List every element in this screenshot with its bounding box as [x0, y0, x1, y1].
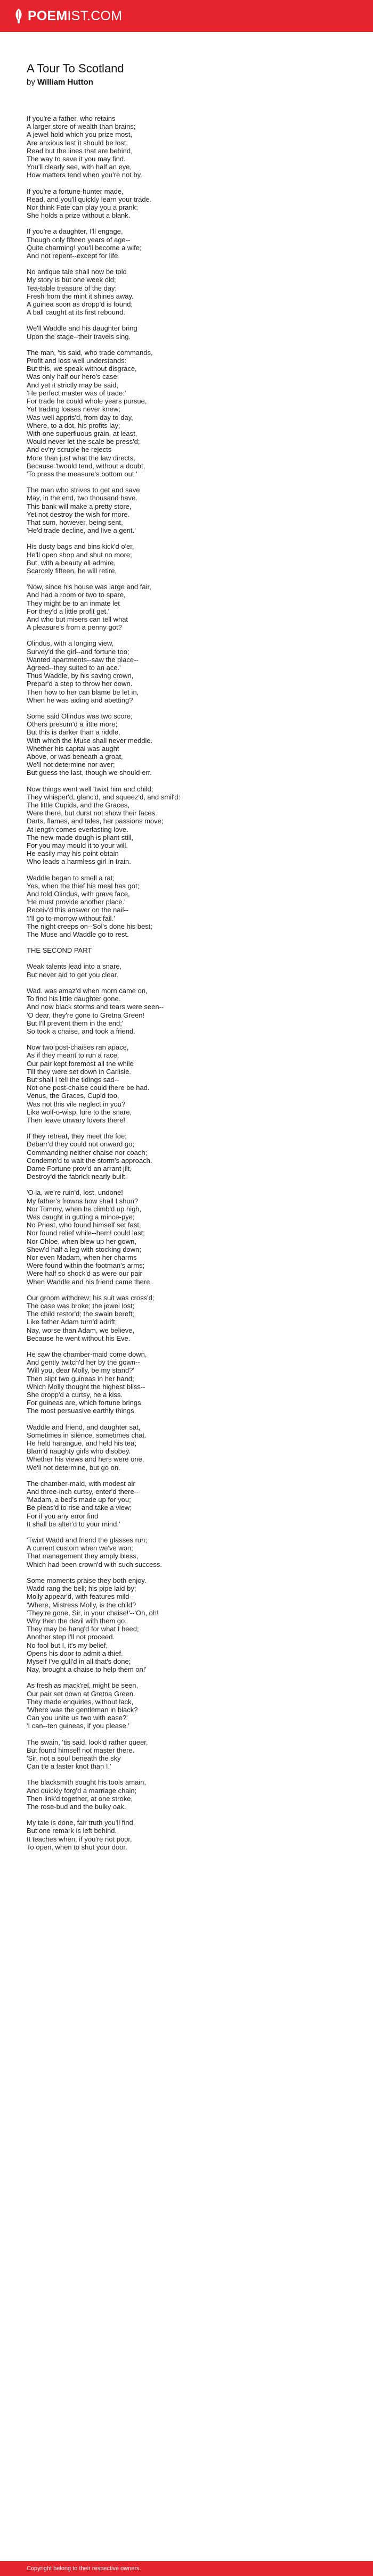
poem-line: They whisper'd, glanc'd, and squeez'd, and smil'd: — [27, 792, 181, 801]
poem-line: More than just what the law directs, — [27, 453, 135, 462]
poem-line: Others presum'd a little more; — [27, 720, 118, 729]
poem-line: The new-made dough is pliant still, — [27, 833, 134, 841]
poem-line: Read, and you'll quickly learn your trade. — [27, 195, 152, 203]
poem-stanza — [27, 1188, 346, 1285]
poem-line: Sometimes in silence, sometimes chat. — [27, 1431, 147, 1439]
poem-line: 'Where was the gentleman in black? — [27, 1705, 138, 1714]
poem-line: Whether his views and hers were one, — [27, 1455, 144, 1464]
poem-line: Because he went without his Eve. — [27, 1334, 131, 1342]
poem-line: 'Where, Mistress Molly, is the child? — [27, 1600, 136, 1609]
poem-line: Why then the devil with them go. — [27, 1616, 127, 1625]
poem-stanza — [27, 268, 346, 316]
poem-line: With which the Muse shall never meddle. — [27, 736, 153, 745]
poem-stanza — [27, 1350, 346, 1415]
poem-line: A ball caught at its first rebound. — [27, 308, 125, 317]
poem-line: Nor Tommy, when he climb'd up high, — [27, 1204, 142, 1213]
poem-line: So took a chaise, and took a friend. — [27, 1027, 135, 1035]
poem-line: And yet it strictly may be said, — [27, 381, 118, 389]
poem-line: Some said Olindus was two score; — [27, 712, 133, 720]
poem-line: Profit and loss well understands: — [27, 357, 127, 365]
poem-line: She dropp'd a curtsy, he a kiss. — [27, 1391, 123, 1399]
poem-line: Wadd rang the bell; his pipe laid by; — [27, 1584, 136, 1593]
poem-line: Till they were set down in Carlisle. — [27, 1067, 132, 1076]
poem-line: Debarr'd they could not onward go; — [27, 1140, 134, 1149]
poem-line: The blacksmith sought his tools amain, — [27, 1778, 146, 1787]
poem-line: May, in the end, two thousand have. — [27, 494, 137, 502]
poem-line: Shew'd half a leg with stocking down; — [27, 1245, 141, 1253]
poem-line: My tale is done, fair truth you'll find, — [27, 1819, 135, 1827]
poem-stanza — [27, 1738, 346, 1771]
poem-line: Be pleas'd to rise and take a view; — [27, 1504, 132, 1512]
poem-line: The little Cupids, and the Graces, — [27, 801, 129, 810]
site-logo-text: POEMIST.COM — [28, 9, 123, 23]
poem-line: Yes, when the thief his meal has got; — [27, 881, 140, 890]
poem-line: Prepar'd a step to throw her down. — [27, 680, 133, 688]
poem-line: And had a room or two to spare, — [27, 591, 126, 599]
poem-line: Yet trading losses never knew; — [27, 405, 120, 414]
poem-line: Myself I've gull'd in all that's done; — [27, 1657, 131, 1665]
poem-line: Our pair kept foremost all the while — [27, 1059, 134, 1068]
poem-line: Not one post-chaise could there be had. — [27, 1084, 150, 1092]
poem-line: Venus, the Graces, Cupid too, — [27, 1092, 119, 1100]
poem-stanza — [27, 1536, 346, 1568]
poem-line: Like wolf-o-wisp, lure to the snare, — [27, 1108, 132, 1116]
poem-line: And now black storms and tears were seen-- — [27, 1003, 164, 1011]
poem-line: For guineas are, which fortune brings, — [27, 1399, 143, 1407]
poem-line: Tea-table treasure of the day; — [27, 284, 117, 292]
poem-line: Then leave unwary lovers there! — [27, 1116, 125, 1124]
poem-line: To find his little daughter gone. — [27, 995, 121, 1003]
poem-line: Wad. was amaz'd when morn came on, — [27, 986, 148, 995]
poem-line: 'They're gone, Sir, in your chaise!'--'Oh, oh! — [27, 1608, 159, 1617]
poem-line: Wanted apartments--saw the place-- — [27, 655, 139, 664]
poem-line: It teaches when, if you're not poor, — [27, 1835, 132, 1843]
poem-line: As if they meant to run a race. — [27, 1051, 119, 1060]
poem-line: The man, 'tis said, who trade commands, — [27, 348, 153, 357]
site-logo[interactable] — [14, 8, 122, 24]
poem-line: Blam'd naughty girls who disobey. — [27, 1447, 131, 1456]
poem-line: Then slipt two guineas in her hand; — [27, 1374, 134, 1383]
poem-stanza — [27, 187, 346, 220]
poem-stanza — [27, 583, 346, 631]
poem-line: At length comes everlasting love. — [27, 825, 128, 833]
poem-stanza — [27, 1043, 346, 1124]
poem-stanza — [27, 785, 346, 866]
poem-line: Now things went well 'twixt him and child; — [27, 785, 153, 793]
poem-line: We'll not determine, but go on. — [27, 1463, 120, 1472]
poem-line: And told Olindus, with grave face, — [27, 890, 130, 898]
poem-line: Was not this vile neglect in you? — [27, 1100, 126, 1108]
poem-line: 'Madam, a bed's made up for you; — [27, 1496, 131, 1504]
poem-line: When he was aiding and abetting? — [27, 696, 133, 704]
poem-line: The rose-bud and the bulky oak. — [27, 1802, 126, 1811]
poem-line: Molly appear'd, with features mild-- — [27, 1592, 134, 1601]
poem-line: Like father Adam turn'd adrift; — [27, 1318, 117, 1326]
poem-content — [27, 61, 346, 1859]
poem-line: Agreed--they suited to an ace.' — [27, 663, 121, 672]
poem-line: Was caught in gutting a mince-pye; — [27, 1212, 135, 1221]
poem-line: He easily may his point obtain — [27, 849, 119, 858]
poem-line: Dame Fortune prov'd an arrant jilt, — [27, 1164, 132, 1173]
poem-stanza — [27, 1681, 346, 1730]
poem-stanza — [27, 486, 346, 534]
poem-line: And who but misers can tell what — [27, 615, 128, 623]
poem-line: Survey'd the girl--and fortune too; — [27, 647, 129, 656]
poem-line: 'To press the measure's bottom out.' — [27, 469, 137, 478]
poem-line: 'He perfect master was of trade:' — [27, 389, 126, 397]
poem-stanza — [27, 1576, 346, 1673]
poem-line: 'Now, since his house was large and fair, — [27, 583, 151, 591]
poem-line: Some moments praise they both enjoy. — [27, 1576, 147, 1584]
poem-line: Were there, but durst not show their faces. — [27, 809, 157, 818]
poem-stanza — [27, 1819, 346, 1851]
poem-stanza — [27, 349, 346, 478]
poem-stanza — [27, 962, 346, 978]
poem-line: They may be hang'd for what I heed; — [27, 1625, 139, 1633]
poem-line: A pleasure's from a penny got? — [27, 623, 122, 632]
poem-stanza — [27, 1480, 346, 1528]
poem-line: The case was broke; the jewel lost; — [27, 1302, 135, 1310]
poem-line: Above, or was beneath a groat, — [27, 753, 123, 761]
poem-line: But guess the last, though we should err. — [27, 769, 152, 777]
poem-line: This bank will make a pretty store, — [27, 502, 132, 510]
poem-line: No antique tale shall now be told — [27, 268, 127, 276]
poem-line: If they retreat, they meet the foe; — [27, 1132, 127, 1141]
site-footer — [0, 2561, 373, 2576]
poem-line: Though only fifteen years of age-- — [27, 235, 131, 244]
poem-stanza — [27, 1294, 346, 1342]
poem-line: Now two post-chaises ran apace, — [27, 1043, 129, 1052]
poem-line: Are anxious lest it should be lost, — [27, 138, 128, 147]
poem-line: They might be to an inmate let — [27, 599, 120, 607]
poem-line: To open, when to shut your door. — [27, 1843, 127, 1851]
poem-line: Would never let the scale be press'd; — [27, 437, 140, 446]
poem-line: Waddle and friend, and daughter sat, — [27, 1423, 141, 1431]
poem-title: A Tour To Scotland — [27, 62, 124, 75]
poem-line: But I'll prevent them in the end;' — [27, 1019, 124, 1027]
poem-line: The swain, 'tis said, look'd rather queer, — [27, 1738, 148, 1746]
poem-line: For trade he could whole years pursue, — [27, 397, 147, 406]
poem-stanza — [27, 542, 346, 575]
poem-line: And gently twitch'd her by the gown-- — [27, 1358, 140, 1367]
poem-line: 'O dear, they're gone to Gretna Green! — [27, 1011, 145, 1019]
poem-stanza — [27, 227, 346, 260]
poem-line: The night creeps on--Sol's done his best; — [27, 922, 152, 930]
poem-line: 'O la, we're ruin'd, lost, undone! — [27, 1188, 123, 1197]
poem-line: Can tie a faster knot than I.' — [27, 1762, 111, 1771]
poem-line: It shall be alter'd to your mind.' — [27, 1520, 120, 1528]
poem-line: Can you unite us two with ease?' — [27, 1714, 128, 1722]
poem-line: Commanding neither chaise nor coach; — [27, 1148, 148, 1157]
poem-line: A current custom when we've won; — [27, 1544, 133, 1553]
poem-line: Opens his door to admit a thief. — [27, 1649, 123, 1657]
poem-line: As fresh as mack'rel, might be seen, — [27, 1681, 139, 1690]
poem-line: Which Molly thought the highest bliss-- — [27, 1382, 145, 1391]
poem-line: Darts, flames, and tales, her passions move; — [27, 817, 164, 825]
poem-line: And ev'ry scruple he rejects — [27, 445, 112, 454]
poem-line: But this is darker than a riddle, — [27, 728, 120, 737]
poem-line: Was only half our hero's case; — [27, 373, 119, 381]
poem-line: 'I can--ten guineas, if you please.' — [27, 1722, 129, 1730]
poem-line: Then how to her can blame be let in, — [27, 688, 139, 696]
poem-line: Destroy'd the fabrick nearly built. — [27, 1173, 127, 1181]
poem-stanza — [27, 1423, 346, 1472]
poem-line: The chamber-maid, with modest air — [27, 1479, 135, 1488]
poem-line: But one remark is left behind. — [27, 1827, 117, 1835]
poem-line: 'Will you, dear Molly, be my stand?' — [27, 1366, 134, 1375]
poem-line: 'He'd trade decline, and live a gent.' — [27, 526, 136, 535]
poem-line: They made enquiries, without lack, — [27, 1697, 134, 1706]
poem-line: But this, we speak without disgrace, — [27, 365, 137, 373]
poem-line: That sum, however, being sent, — [27, 518, 123, 526]
poem-line: If you're a fortune-hunter made, — [27, 187, 124, 195]
poem-line: For they'd a little profit get.' — [27, 607, 110, 615]
poem-line: 'Sir, not a soul beneath the sky — [27, 1754, 121, 1762]
poem-line: My father's frowns how shall I shun? — [27, 1196, 139, 1205]
poem-line: We'll not determine nor aver; — [27, 761, 115, 769]
poem-line: You'll clearly see, with half an eye, — [27, 163, 132, 171]
poem-stanza — [27, 946, 346, 954]
byline-prefix: by — [27, 78, 35, 87]
poem-line: Read but the lines that are behind, — [27, 146, 133, 155]
poem-line: But shall I tell the tidings sad-- — [27, 1075, 119, 1084]
poem-line: If you're a father, who retains — [27, 114, 116, 122]
poem-stanza — [27, 324, 346, 340]
poem-line: How matters tend when you're not by. — [27, 171, 142, 179]
poem-line: Upon the stage--their travels sing. — [27, 332, 131, 341]
poem-line: If you're a daughter, I'll engage, — [27, 227, 123, 236]
poem-line: The man who strives to get and save — [27, 486, 140, 494]
poem-line: He saw the chamber-maid come down, — [27, 1350, 147, 1359]
poem-line: But, with a beauty all admire, — [27, 558, 116, 567]
poem-line: Nor think Fate can play you a prank; — [27, 203, 138, 212]
poem-line: Nor even Madam, when her charms — [27, 1253, 137, 1261]
poem-stanza — [27, 114, 346, 179]
poem-line: 'He must provide another place.' — [27, 898, 126, 906]
poem-line: We'll Waddle and his daughter bring — [27, 324, 137, 333]
poem-line: Were found within the footman's arms; — [27, 1261, 145, 1270]
poem-line: A guinea soon as dropp'd is found; — [27, 300, 133, 309]
poem-line: Yet not destroy the wish for more. — [27, 510, 130, 518]
poem-line: My story is but one week old; — [27, 276, 116, 284]
poem-line: THE SECOND PART — [27, 946, 92, 955]
poem-line: A jewel hold which you prize most, — [27, 130, 132, 139]
quill-pen-icon — [14, 9, 23, 23]
poem-line: No Priest, who found himself set fast, — [27, 1221, 141, 1229]
poem-line: Our groom withdrew; his suit was cross'd; — [27, 1293, 155, 1302]
poem-byline — [27, 77, 346, 88]
poem-line: The most persuasive earthly things. — [27, 1407, 136, 1415]
poem-line: And three-inch curtsy, enter'd there-- — [27, 1488, 139, 1496]
poem-line: Whether his capital was aught — [27, 744, 119, 753]
poem-line: Then link'd together, at one stroke, — [27, 1794, 133, 1803]
poem-line: She holds a prize without a blank. — [27, 211, 131, 220]
poem-line: And quickly forg'd a marriage chain; — [27, 1786, 137, 1795]
poem-line: 'I'll go to-morrow without fail.' — [27, 914, 115, 922]
poem-stanza — [27, 712, 346, 777]
poem-line: A larger store of wealth than brains; — [27, 122, 136, 131]
poem-line: Scarcely fifteen, he will retire, — [27, 566, 117, 575]
poem-line: For if you any error find — [27, 1512, 99, 1520]
poem-line: That management they amply bless, — [27, 1552, 139, 1561]
poem-line: Thus Waddle, by his saving crown, — [27, 672, 134, 680]
poem-line: Who leads a harmless girl in train. — [27, 857, 131, 866]
poem-body — [27, 114, 346, 1851]
poem-line: Because 'twould tend, without a doubt, — [27, 461, 145, 470]
poem-line: He held harangue, and held his tea; — [27, 1439, 136, 1448]
poem-line: He'll open shop and shut no more; — [27, 550, 132, 559]
poem-stanza — [27, 874, 346, 939]
poem-line: Our pair set down at Gretna Green. — [27, 1689, 135, 1698]
author-link[interactable]: William Hutton — [37, 78, 93, 87]
poem-line: 'Twixt Wadd and friend the glasses run; — [27, 1536, 148, 1545]
poem-line: Nay, worse than Adam, we believe, — [27, 1326, 135, 1334]
poem-line: The way to save it you may find. — [27, 155, 126, 163]
poem-line: Fresh from the mint it shines away. — [27, 292, 134, 300]
poem-line: For you may mould it to your will. — [27, 841, 128, 850]
poem-line: Nor Chloe, when blew up her gown, — [27, 1237, 136, 1245]
poem-line: With one superfluous grain, at least, — [27, 429, 137, 437]
poem-line: Quite charming! you'll become a wife; — [27, 243, 142, 252]
poem-line: Nor found relief while--hem! could last; — [27, 1229, 145, 1237]
poem-stanza — [27, 1132, 346, 1180]
poem-stanza — [27, 987, 346, 1035]
poem-line: No fool but I, it's my belief, — [27, 1641, 108, 1649]
poem-line: But never aid to get you clear. — [27, 970, 118, 979]
poem-line: Waddle began to smell a rat; — [27, 873, 115, 882]
poem-stanza — [27, 639, 346, 704]
poem-line: Nay, brought a chaise to help them on!' — [27, 1665, 147, 1674]
poem-line: Receiv'd this answer on the nail-- — [27, 906, 129, 914]
copyright-text: Copyright belong to their respective owners. — [27, 2565, 141, 2572]
poem-line: The Muse and Waddle go to rest. — [27, 930, 129, 939]
poem-line: Olindus, with a longing view, — [27, 639, 114, 648]
poem-line: Which had been crown'd with such success. — [27, 1560, 162, 1568]
site-header — [0, 0, 373, 32]
poem-line: And not repent--except for life. — [27, 252, 120, 260]
poem-line: When Waddle and his friend came there. — [27, 1277, 152, 1286]
poem-line: The child restor'd; the swain bereft; — [27, 1310, 134, 1318]
poem-line: Where, to a dot, his profits lay; — [27, 421, 120, 430]
poem-line: Was well appris'd, from day to day, — [27, 413, 133, 422]
poem-line: But found himself not master there. — [27, 1746, 135, 1754]
poem-line: His dusty bags and bins kick'd o'er, — [27, 542, 134, 551]
poem-line: Condemn'd to wait the storm's approach. — [27, 1156, 152, 1165]
poem-line: Weak talents lead into a snare, — [27, 962, 122, 971]
poem-line: Were half so shock'd as were our pair — [27, 1269, 142, 1278]
poem-line: Another step I'll not proceed. — [27, 1633, 115, 1641]
poem-stanza — [27, 1778, 346, 1811]
